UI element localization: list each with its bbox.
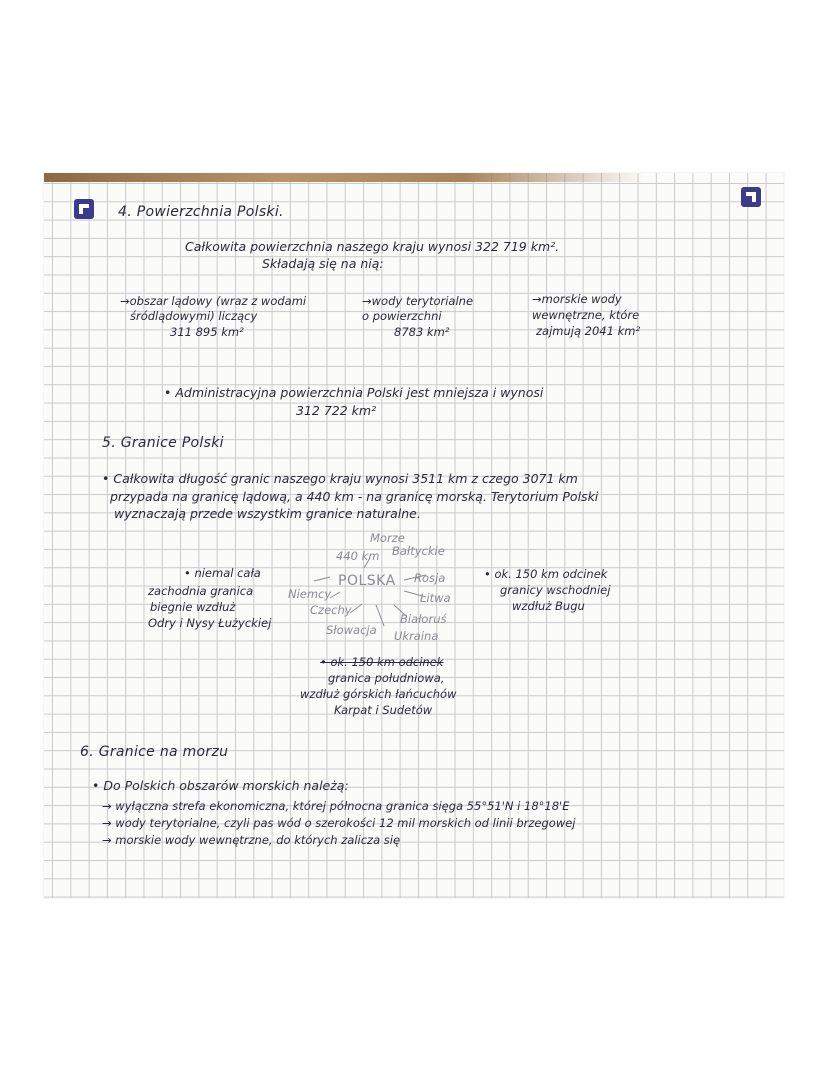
south-border-note: wzdłuż górskich łańcuchów — [300, 687, 457, 701]
internal-waters-line: wewnętrzne, które — [532, 308, 640, 322]
admin-area-text: • Administracyjna powierzchnia Polski jest mniejsza i wynosi — [164, 385, 544, 400]
territorial-waters-line: o powierzchni — [362, 309, 442, 323]
neighbor-czechia: Czechy — [310, 603, 352, 617]
borders-text-line: • Całkowita długość granic naszego kraju wynosi 3511 km z czego 3071 km — [102, 471, 578, 486]
south-border-note-crossed: • ok. 150 km odcinek — [320, 655, 444, 669]
composition-text: Składają się na nią: — [262, 256, 384, 271]
neighbor-belarus: Białoruś — [400, 612, 447, 626]
south-border-note: Karpat i Sudetów — [334, 703, 433, 717]
borders-text-line: wyznaczają przede wszystkim granice naturalne. — [114, 506, 421, 521]
maritime-areas-intro: • Do Polskich obszarów morskich należą: — [92, 778, 349, 793]
east-border-note: • ok. 150 km odcinek — [484, 567, 608, 581]
internal-waters-value: zajmują 2041 km² — [536, 324, 641, 338]
sea-label: Morze — [370, 531, 405, 545]
neighbor-lithuania: Litwa — [420, 591, 451, 605]
west-border-note: Odry i Nysy Łużyckiej — [148, 616, 272, 630]
east-border-note: wzdłuż Bugu — [512, 599, 585, 613]
south-border-note: granica południowa, — [328, 671, 445, 685]
sea-border-length: 440 km — [336, 549, 380, 563]
section-6-heading: 6. Granice na morzu — [80, 744, 229, 760]
maritime-area-item: → wody terytorialne, czyli pas wód o szerokości 12 mil morskich od linii brzegowej — [102, 816, 576, 830]
internal-waters-line: →morskie wody — [532, 292, 622, 306]
maritime-area-item: → morskie wody wewnętrzne, do których zalicza się — [102, 833, 401, 847]
neighbor-ukraine: Ukraina — [394, 629, 439, 643]
total-area-text: Całkowita powierzchnia naszego kraju wynosi 322 719 km². — [185, 239, 560, 254]
neighbor-germany: Niemcy — [288, 587, 332, 601]
land-area-line: →obszar lądowy (wraz z wodami — [120, 294, 307, 308]
sea-label: Bałtyckie — [392, 544, 445, 558]
neighbor-slovakia: Słowacja — [326, 623, 377, 637]
admin-area-value: 312 722 km² — [296, 403, 377, 418]
west-border-note: • niemal cała — [184, 566, 261, 580]
notebook-page — [44, 173, 784, 898]
territorial-waters-line: →wody terytorialne — [362, 294, 474, 308]
territorial-waters-value: 8783 km² — [394, 325, 450, 339]
land-area-value: 311 895 km² — [170, 325, 244, 339]
section-5-heading: 5. Granice Polski — [102, 435, 224, 451]
country-label-poland: POLSKA — [338, 573, 396, 589]
land-area-line: śródlądowymi) liczący — [130, 309, 258, 323]
west-border-note: zachodnia granica — [148, 584, 254, 598]
borders-text-line: przypada na granicę lądową, a 440 km - na granicę morską. Terytorium Polski — [110, 489, 599, 504]
maritime-area-item: → wyłączna strefa ekonomiczna, której północna granica sięga 55°51'N i 18°18'E — [102, 799, 570, 813]
neighbor-russia: Rosja — [414, 571, 446, 585]
east-border-note: granicy wschodniej — [500, 583, 611, 597]
west-border-note: biegnie wzdłuż — [150, 600, 236, 614]
section-4-heading: 4. Powierzchnia Polski. — [118, 204, 284, 220]
